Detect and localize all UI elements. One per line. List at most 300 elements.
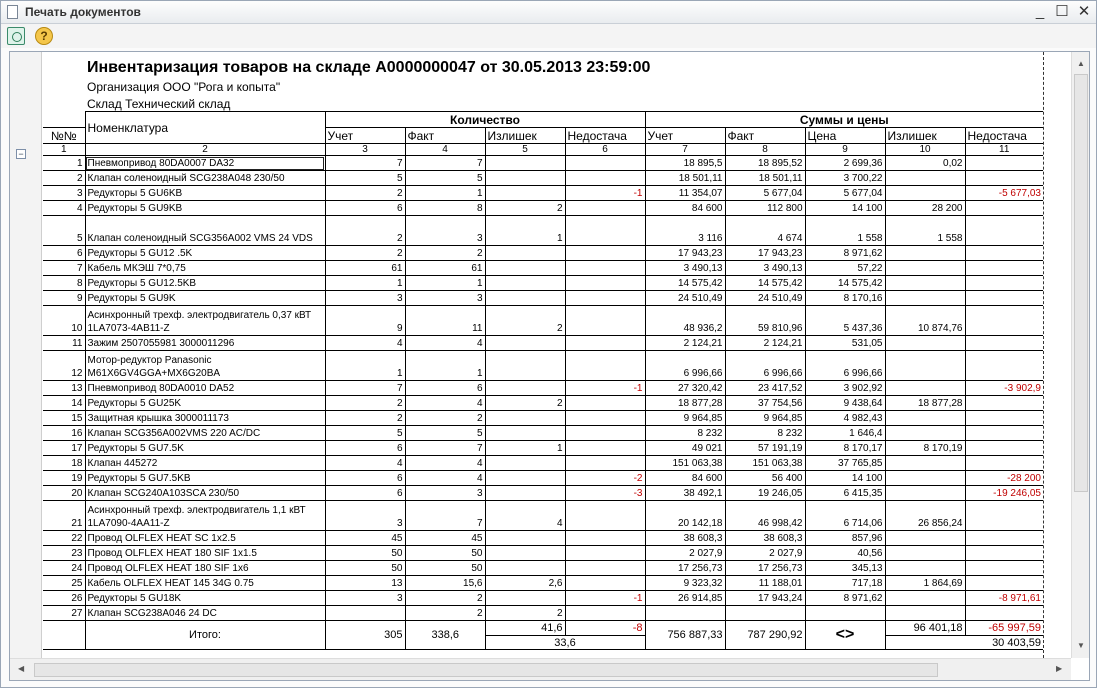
scroll-down-icon[interactable]: ▼	[1077, 641, 1085, 650]
row-nomenclature[interactable]: Провод OLFLEX HEAT SC 1x2.5	[85, 531, 325, 546]
collapse-icon[interactable]: −	[16, 149, 26, 159]
row-sum-surplus	[885, 456, 965, 471]
row-sum-shortage	[965, 546, 1043, 561]
row-sum-surplus	[885, 381, 965, 396]
row-nomenclature[interactable]: Асинхронный трехф. электродвигатель 1,1 кВТ 1LA7090-4AA11-Z	[85, 501, 325, 531]
row-sum-accounting: 8 232	[645, 426, 725, 441]
row-number: 18	[43, 456, 85, 471]
row-qty-accounting: 3	[325, 591, 405, 606]
row-sum-fact: 17 943,23	[725, 246, 805, 261]
close-button[interactable]: ✕	[1077, 3, 1091, 20]
row-price: 8 971,62	[805, 246, 885, 261]
total-price: <>	[805, 621, 885, 650]
row-sum-accounting: 11 354,07	[645, 186, 725, 201]
row-qty-fact: 7	[405, 441, 485, 456]
row-sum-accounting: 9 323,32	[645, 576, 725, 591]
row-sum-shortage	[965, 396, 1043, 411]
row-sum-accounting: 18 501,11	[645, 171, 725, 186]
row-sum-shortage	[965, 291, 1043, 306]
row-qty-fact: 4	[405, 336, 485, 351]
row-sum-accounting	[645, 606, 725, 621]
row-qty-surplus: 2	[485, 606, 565, 621]
row-qty-surplus	[485, 546, 565, 561]
row-sum-accounting: 3 490,13	[645, 261, 725, 276]
row-sum-fact: 46 998,42	[725, 501, 805, 531]
row-price: 3 902,92	[805, 381, 885, 396]
row-sum-shortage	[965, 306, 1043, 336]
row-price: 9 438,64	[805, 396, 885, 411]
row-nomenclature[interactable]: Редукторы 5 GU9K	[85, 291, 325, 306]
row-number: 19	[43, 471, 85, 486]
row-sum-fact: 37 754,56	[725, 396, 805, 411]
row-qty-shortage	[565, 336, 645, 351]
row-qty-shortage	[565, 171, 645, 186]
report-title: Инвентаризация товаров на складе А0000000047 от 30.05.2013 23:59:00	[87, 59, 651, 76]
row-sum-accounting: 26 914,85	[645, 591, 725, 606]
row-qty-accounting: 7	[325, 156, 405, 171]
row-sum-surplus: 26 856,24	[885, 501, 965, 531]
table-row	[43, 411, 1043, 426]
row-nomenclature[interactable]: Мотор-редуктор Panasonic M61X6GV4GGA+MX6G20BA	[85, 351, 325, 381]
row-sum-surplus: 1 558	[885, 216, 965, 246]
row-qty-fact: 7	[405, 156, 485, 171]
row-nomenclature[interactable]: Редукторы 5 GU9KB	[85, 201, 325, 216]
row-qty-surplus	[485, 471, 565, 486]
row-price: 14 100	[805, 471, 885, 486]
row-qty-shortage	[565, 456, 645, 471]
row-qty-shortage	[565, 546, 645, 561]
row-qty-shortage	[565, 306, 645, 336]
row-qty-surplus	[485, 486, 565, 501]
row-sum-surplus	[885, 336, 965, 351]
row-sum-fact: 59 810,96	[725, 306, 805, 336]
header-sum-accounting: Учет	[645, 128, 725, 144]
row-qty-fact: 11	[405, 306, 485, 336]
row-nomenclature[interactable]: Кабель МКЭШ 7*0,75	[85, 261, 325, 276]
total-blank	[43, 621, 85, 636]
row-qty-shortage	[565, 261, 645, 276]
row-qty-surplus: 2	[485, 201, 565, 216]
row-sum-accounting: 38 608,3	[645, 531, 725, 546]
row-sum-surplus: 18 877,28	[885, 396, 965, 411]
row-number: 3	[43, 186, 85, 201]
row-qty-shortage	[565, 351, 645, 381]
row-qty-shortage: -2	[565, 471, 645, 486]
row-number: 23	[43, 546, 85, 561]
row-sum-fact: 19 246,05	[725, 486, 805, 501]
row-qty-surplus	[485, 381, 565, 396]
header-nomenclature: Номенклатура	[85, 112, 325, 144]
row-qty-shortage	[565, 501, 645, 531]
row-sum-surplus	[885, 261, 965, 276]
row-qty-shortage	[565, 576, 645, 591]
row-price: 3 700,22	[805, 171, 885, 186]
maximize-button[interactable]: ☐	[1055, 3, 1069, 20]
row-sum-accounting: 3 116	[645, 216, 725, 246]
row-number: 22	[43, 531, 85, 546]
row-qty-surplus	[485, 291, 565, 306]
row-nomenclature[interactable]: Клапан 445272	[85, 456, 325, 471]
header-sum-shortage: Недостача	[965, 128, 1043, 144]
minimize-button[interactable]: _	[1035, 3, 1045, 20]
row-qty-accounting: 1	[325, 276, 405, 291]
row-sum-shortage	[965, 276, 1043, 291]
row-qty-fact: 2	[405, 606, 485, 621]
report-warehouse: Склад Технический склад	[87, 97, 231, 111]
row-sum-shortage: -3 902,9	[965, 381, 1043, 396]
row-sum-shortage	[965, 336, 1043, 351]
row-qty-fact: 61	[405, 261, 485, 276]
table-row	[43, 576, 1043, 591]
row-number: 4	[43, 201, 85, 216]
print-icon[interactable]	[7, 27, 25, 45]
header-quantity: Количество	[325, 112, 645, 128]
row-number: 25	[43, 576, 85, 591]
row-qty-accounting: 45	[325, 531, 405, 546]
row-nomenclature[interactable]: Редукторы 5 GU12 .5K	[85, 246, 325, 261]
row-qty-surplus	[485, 156, 565, 171]
row-number: 17	[43, 441, 85, 456]
table-row	[43, 456, 1043, 471]
colnum: 8	[725, 144, 805, 156]
row-number: 20	[43, 486, 85, 501]
row-qty-accounting: 61	[325, 261, 405, 276]
row-number: 6	[43, 246, 85, 261]
row-qty-fact: 5	[405, 171, 485, 186]
row-nomenclature[interactable]: Клапан соленоидный SCG238A048 230/50	[85, 171, 325, 186]
row-sum-shortage	[965, 606, 1043, 621]
row-sum-shortage	[965, 561, 1043, 576]
document-view	[9, 51, 1090, 681]
row-qty-surplus: 1	[485, 216, 565, 246]
table-row	[43, 276, 1043, 291]
row-sum-fact: 18 895,52	[725, 156, 805, 171]
row-qty-shortage	[565, 441, 645, 456]
row-price: 8 170,17	[805, 441, 885, 456]
row-qty-shortage	[565, 396, 645, 411]
header-sum-surplus: Излишек	[885, 128, 965, 144]
colnum: 2	[85, 144, 325, 156]
row-sum-fact: 2 124,21	[725, 336, 805, 351]
row-price: 37 765,85	[805, 456, 885, 471]
row-qty-accounting: 3	[325, 501, 405, 531]
header-sums: Суммы и цены	[645, 112, 1043, 128]
row-price: 2 699,36	[805, 156, 885, 171]
row-sum-accounting: 17 256,73	[645, 561, 725, 576]
row-qty-surplus	[485, 411, 565, 426]
header-qty-accounting: Учет	[325, 128, 405, 144]
scroll-right-icon[interactable]: ▶	[1056, 664, 1063, 673]
row-nomenclature[interactable]: Клапан SCG240A103SCA 230/50	[85, 486, 325, 501]
row-qty-surplus	[485, 336, 565, 351]
row-sum-surplus: 1 864,69	[885, 576, 965, 591]
total-qty-accounting: 305	[325, 621, 405, 650]
row-price: 6 996,66	[805, 351, 885, 381]
row-sum-surplus	[885, 411, 965, 426]
header-blank	[43, 112, 85, 128]
row-nomenclature[interactable]: Защитная крышка 3000011173	[85, 411, 325, 426]
vertical-scrollbar[interactable]	[1071, 52, 1089, 658]
vertical-scroll-thumb[interactable]	[1074, 74, 1088, 492]
table-body	[43, 156, 1043, 621]
table-row	[43, 546, 1043, 561]
scroll-up-icon[interactable]: ▲	[1077, 59, 1085, 68]
row-sum-shortage	[965, 441, 1043, 456]
row-qty-accounting: 4	[325, 336, 405, 351]
header-number: №№	[43, 128, 85, 144]
row-qty-shortage	[565, 426, 645, 441]
row-nomenclature[interactable]: Кабель OLFLEX HEAT 145 34G 0.75	[85, 576, 325, 591]
row-nomenclature[interactable]: Провод OLFLEX HEAT 180 SIF 1x6	[85, 561, 325, 576]
row-sum-accounting: 2 027,9	[645, 546, 725, 561]
row-qty-fact: 1	[405, 276, 485, 291]
row-qty-shortage: -1	[565, 381, 645, 396]
row-qty-fact: 3	[405, 486, 485, 501]
row-nomenclature[interactable]: Клапан соленоидный SCG356A002 VMS 24 VDS	[85, 216, 325, 246]
table-row	[43, 306, 1043, 336]
row-qty-fact: 1	[405, 351, 485, 381]
row-qty-shortage	[565, 276, 645, 291]
row-sum-accounting: 14 575,42	[645, 276, 725, 291]
row-qty-shortage: -1	[565, 591, 645, 606]
row-sum-fact: 23 417,52	[725, 381, 805, 396]
inventory-table	[43, 111, 1043, 650]
row-sum-surplus	[885, 276, 965, 291]
row-price	[805, 606, 885, 621]
table-row	[43, 336, 1043, 351]
row-qty-fact: 8	[405, 201, 485, 216]
row-sum-surplus: 0,02	[885, 156, 965, 171]
row-qty-accounting: 6	[325, 471, 405, 486]
row-sum-shortage	[965, 531, 1043, 546]
row-price: 57,22	[805, 261, 885, 276]
colnum: 6	[565, 144, 645, 156]
row-qty-shortage	[565, 411, 645, 426]
row-number: 10	[43, 306, 85, 336]
row-qty-fact: 50	[405, 561, 485, 576]
row-sum-shortage: -28 200	[965, 471, 1043, 486]
row-qty-fact: 50	[405, 546, 485, 561]
window-title: Печать документов	[25, 5, 141, 19]
total-sum-shortage: -65 997,59	[965, 621, 1043, 636]
row-sum-fact: 14 575,42	[725, 276, 805, 291]
row-sum-fact: 9 964,85	[725, 411, 805, 426]
total-sum-difference: 30 403,59	[885, 636, 1043, 650]
row-nomenclature[interactable]: Редукторы 5 GU25K	[85, 396, 325, 411]
row-price: 5 437,36	[805, 306, 885, 336]
row-qty-accounting: 9	[325, 306, 405, 336]
row-qty-accounting: 50	[325, 546, 405, 561]
table-row	[43, 471, 1043, 486]
row-qty-surplus: 2	[485, 396, 565, 411]
row-price: 5 677,04	[805, 186, 885, 201]
page-boundary	[1043, 52, 1044, 658]
colnum: 10	[885, 144, 965, 156]
horizontal-scrollbar[interactable]	[10, 658, 1071, 680]
row-sum-shortage	[965, 171, 1043, 186]
header-price: Цена	[805, 128, 885, 144]
row-sum-surplus	[885, 471, 965, 486]
table-row	[43, 261, 1043, 276]
row-qty-accounting: 4	[325, 456, 405, 471]
colnum: 5	[485, 144, 565, 156]
title-bar	[1, 1, 1096, 24]
row-nomenclature[interactable]: Редукторы 5 GU12.5KB	[85, 276, 325, 291]
row-nomenclature[interactable]: Редукторы 5 GU7.5K	[85, 441, 325, 456]
document-icon	[7, 5, 18, 19]
row-price: 345,13	[805, 561, 885, 576]
row-price: 531,05	[805, 336, 885, 351]
row-qty-shortage	[565, 156, 645, 171]
row-number: 15	[43, 411, 85, 426]
row-sum-fact: 6 996,66	[725, 351, 805, 381]
row-qty-surplus: 2	[485, 306, 565, 336]
row-sum-accounting: 18 895,5	[645, 156, 725, 171]
row-sum-fact	[725, 606, 805, 621]
row-qty-shortage	[565, 291, 645, 306]
row-number: 5	[43, 216, 85, 246]
row-sum-shortage	[965, 501, 1043, 531]
row-nomenclature[interactable]: Редукторы 5 GU7.5KB	[85, 471, 325, 486]
group-ruler	[10, 52, 42, 658]
row-nomenclature[interactable]: Редукторы 5 GU6KB	[85, 186, 325, 201]
row-price: 857,96	[805, 531, 885, 546]
colnum: 1	[43, 144, 85, 156]
row-sum-fact: 2 027,9	[725, 546, 805, 561]
row-sum-accounting: 38 492,1	[645, 486, 725, 501]
row-sum-fact: 151 063,38	[725, 456, 805, 471]
row-qty-surplus	[485, 351, 565, 381]
row-number: 2	[43, 171, 85, 186]
row-price: 8 971,62	[805, 591, 885, 606]
row-sum-accounting: 18 877,28	[645, 396, 725, 411]
row-nomenclature[interactable]: Пневмопривод 80DA0010 DA52	[85, 381, 325, 396]
row-qty-accounting: 3	[325, 291, 405, 306]
colnum: 11	[965, 144, 1043, 156]
row-price: 1 558	[805, 216, 885, 246]
row-number: 13	[43, 381, 85, 396]
row-sum-shortage	[965, 246, 1043, 261]
row-qty-fact: 5	[405, 426, 485, 441]
row-sum-accounting: 6 996,66	[645, 351, 725, 381]
table-row	[43, 426, 1043, 441]
row-sum-fact: 24 510,49	[725, 291, 805, 306]
table-row	[43, 216, 1043, 246]
row-sum-fact: 11 188,01	[725, 576, 805, 591]
row-sum-shortage: -5 677,03	[965, 186, 1043, 201]
table-row	[43, 171, 1043, 186]
colnum: 4	[405, 144, 485, 156]
row-qty-fact: 7	[405, 501, 485, 531]
header-qty-surplus: Излишек	[485, 128, 565, 144]
row-sum-fact: 5 677,04	[725, 186, 805, 201]
total-sum-fact: 787 290,92	[725, 621, 805, 650]
horizontal-scroll-thumb[interactable]	[34, 663, 938, 677]
row-number: 21	[43, 501, 85, 531]
row-number: 8	[43, 276, 85, 291]
row-sum-accounting: 27 320,42	[645, 381, 725, 396]
colnum: 7	[645, 144, 725, 156]
row-nomenclature[interactable]: Провод OLFLEX HEAT 180 SIF 1x1.5	[85, 546, 325, 561]
row-qty-fact: 6	[405, 381, 485, 396]
row-qty-surplus	[485, 186, 565, 201]
row-nomenclature[interactable]: Клапан SCG238A046 24 DC	[85, 606, 325, 621]
header-qty-shortage: Недостача	[565, 128, 645, 144]
row-nomenclature[interactable]: Пневмопривод 80DA0007 DA32	[85, 156, 325, 171]
row-number: 1	[43, 156, 85, 171]
row-sum-fact: 4 674	[725, 216, 805, 246]
row-sum-shortage: -19 246,05	[965, 486, 1043, 501]
row-qty-fact: 3	[405, 291, 485, 306]
total-blank	[43, 636, 85, 650]
row-sum-accounting: 9 964,85	[645, 411, 725, 426]
row-qty-accounting: 6	[325, 486, 405, 501]
row-qty-shortage	[565, 246, 645, 261]
row-price: 40,56	[805, 546, 885, 561]
row-qty-accounting: 50	[325, 561, 405, 576]
row-price: 1 646,4	[805, 426, 885, 441]
row-number: 16	[43, 426, 85, 441]
table-row	[43, 186, 1043, 201]
row-number: 24	[43, 561, 85, 576]
row-sum-fact: 112 800	[725, 201, 805, 216]
row-nomenclature[interactable]: Клапан SCG356A002VMS 220 AC/DC	[85, 426, 325, 441]
help-icon[interactable]: ?	[35, 27, 53, 45]
table-row	[43, 201, 1043, 216]
row-qty-fact: 3	[405, 216, 485, 246]
row-nomenclature[interactable]: Зажим 2507055981 3000011296	[85, 336, 325, 351]
row-qty-surplus: 4	[485, 501, 565, 531]
row-price: 4 982,43	[805, 411, 885, 426]
row-sum-surplus	[885, 426, 965, 441]
row-qty-shortage: -1	[565, 186, 645, 201]
row-qty-accounting: 5	[325, 426, 405, 441]
row-number: 12	[43, 351, 85, 381]
row-qty-fact: 2	[405, 246, 485, 261]
row-qty-accounting: 13	[325, 576, 405, 591]
row-qty-accounting: 2	[325, 246, 405, 261]
row-qty-fact: 2	[405, 411, 485, 426]
row-price: 14 100	[805, 201, 885, 216]
total-qty-difference: 33,6	[485, 636, 645, 650]
row-qty-fact: 4	[405, 396, 485, 411]
row-qty-surplus	[485, 171, 565, 186]
row-sum-shortage	[965, 156, 1043, 171]
row-nomenclature[interactable]: Асинхронный трехф. электродвигатель 0,37 кВТ 1LA7073-4AB11-Z	[85, 306, 325, 336]
row-sum-fact: 8 232	[725, 426, 805, 441]
row-qty-fact: 4	[405, 471, 485, 486]
row-sum-accounting: 49 021	[645, 441, 725, 456]
row-number: 11	[43, 336, 85, 351]
scroll-left-icon[interactable]: ◀	[18, 664, 25, 673]
row-qty-shortage: -3	[565, 486, 645, 501]
row-sum-surplus	[885, 171, 965, 186]
row-sum-surplus	[885, 546, 965, 561]
table-row	[43, 486, 1043, 501]
row-qty-shortage	[565, 201, 645, 216]
table-row	[43, 156, 1043, 171]
row-qty-accounting: 1	[325, 351, 405, 381]
row-sum-fact: 57 191,19	[725, 441, 805, 456]
row-nomenclature[interactable]: Редукторы 5 GU18K	[85, 591, 325, 606]
row-sum-accounting: 24 510,49	[645, 291, 725, 306]
row-sum-accounting: 84 600	[645, 201, 725, 216]
table-row	[43, 381, 1043, 396]
total-label: Итого:	[85, 621, 325, 650]
table-row	[43, 291, 1043, 306]
row-price: 717,18	[805, 576, 885, 591]
total-sum-surplus: 96 401,18	[885, 621, 965, 636]
